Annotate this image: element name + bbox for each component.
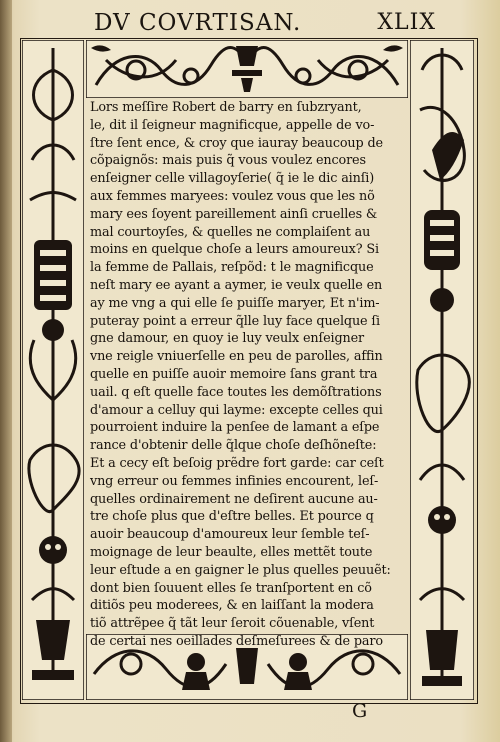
text-line: Et a cecy eſt beſoig prẽdre fort garde: car ceſt: [90, 456, 384, 471]
text-line: gne damour, en quoy ie luy veulx enſeigner: [90, 331, 364, 347]
text-line: mary ees ſoyent pareillement ainſi cruelles &: [90, 206, 378, 222]
text-line: Lors meſſire Robert de barry en ſubzryant,: [90, 100, 362, 115]
text-line: dont bien ſouuent elles ſe tranſportent en cõ: [90, 580, 372, 596]
text-line: rance d'obtenir delle q̃lque choſe deſhõneſte:: [90, 438, 377, 454]
running-title: DV COVRTISAN.: [94, 10, 302, 36]
left-border-ornament: [22, 40, 84, 700]
text-line: quelles ordinairement ne deſirent aucune au-: [90, 491, 378, 507]
right-border-ornament: [410, 40, 474, 700]
text-line: ſtre ſent ence, & croy que iauray beaucoup de: [90, 135, 383, 151]
text-line: quelle en puiſſe auoir memoire ſans grant tra: [90, 367, 378, 382]
text-line: cõpaignõs: mais puis q̃ vous voulez encores: [90, 153, 366, 169]
text-line: mal courtoyſes, & quelles ne complaiſent au: [90, 224, 371, 240]
headpiece-ornament: [86, 40, 408, 98]
text-line: moins en quelque choſe a leurs amoureux? Si: [90, 242, 379, 258]
text-line: de certai nes oeillades deſmeſurees & de paro: [90, 634, 383, 649]
text-line: la femme de Pallais, reſpõd: t le magnificque: [90, 260, 374, 276]
text-line: pourroient induire la penſee de lamant a eſpe: [90, 420, 380, 436]
text-line: le, dit il ſeigneur magnificque, appelle de vo-: [90, 117, 375, 133]
text-line: leur eſtude a en gaigner le plus quelles peuuẽt:: [90, 562, 391, 578]
text-line: aux femmes maryees: voulez vous que les nõ: [90, 189, 375, 204]
text-line: vne reigle vniuerſelle en peu de parolles, affin: [90, 349, 383, 365]
text-block: [87, 98, 411, 649]
text-line: moignage de leur beaulte, elles mettẽt toute: [90, 545, 373, 560]
text-line: vng erreur ou femmes infinies encourent, leſ-: [90, 473, 379, 489]
text-line: uail. q eſt quelle face toutes les demõſtrations: [90, 384, 382, 400]
signature-mark: G: [352, 700, 368, 722]
text-line: ay me vng a qui elle ſe puiſſe maryer, Et n'im-: [90, 295, 380, 311]
folio-number: XLIX: [377, 10, 436, 35]
text-line: auoir beaucoup d'amoureux leur ſemble teſ-: [90, 527, 370, 543]
text-line: ditiõs peu moderees, & en laiſſant la modera: [90, 598, 374, 614]
text-line: d'amour a celluy qui layme: excepte celles qui: [90, 402, 383, 418]
text-line: tre choſe plus que d'eſtre belles. Et pource q: [90, 509, 374, 525]
text-line: puteray point a erreur q̃lle luy face quelque ſi: [90, 313, 380, 329]
text-line: neſt mary ee ayant a aymer, ie veulx quelle en: [90, 278, 383, 293]
book-spine-edge: [0, 0, 12, 742]
text-line: tiõ attrẽpee q̃ tãt leur ſeroit cõuenable, vſent: [90, 616, 375, 632]
running-head: [88, 10, 436, 36]
text-line: enſeigner celle villagoyſerie( q̃ ie le dic ainſi): [90, 171, 375, 187]
